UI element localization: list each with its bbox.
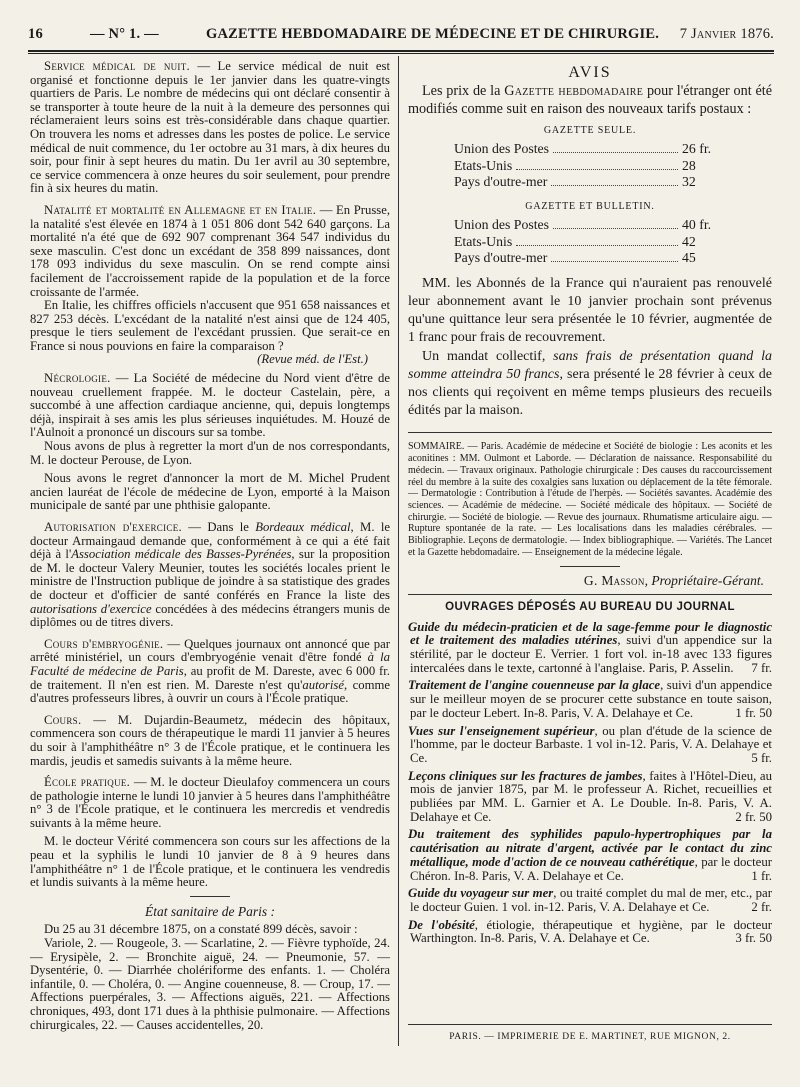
etat-sanitaire-intro: Du 25 au 31 décembre 1875, on a constaté 899 décès, savoir :: [44, 922, 358, 937]
avis-intro: Les prix de la Gazette hebdomadaire pour l'étranger ont été modifiés comme suit en raison des nouveaux tarifs postaux :: [408, 82, 773, 118]
article-natalite-source: (Revue méd. de l'Est.): [257, 352, 368, 367]
article-necrologie-3: Nous avons le regret d'annoncer la mort de M. Michel Prudent ancien lauréat de l'école de médecine de Lyon, emporté à la Maison municipale de santé par une phthisie galopante.: [30, 471, 390, 513]
article-service-nuit: Service médical de nuit. — Le service médical de nuit est organisé et fonctionne depuis le 1er janvier dans les quatre-vingts quartiers de Paris. Le nombre de médecins qui ont déclaré consentir à se transporter à toute heure de la nuit à la demeure des personnes qui réclameraient leurs soins est très-considérable dans chaque quartier. On trouvera les noms et adresses dans les postes de police. Le service médical de nuit commence, du 1er octobre au 31 mars, à dix heures du soir, pour finir à sept heures du matin. Du 1er avril au 30 septembre, ce service commencera à onze heures du soir seulement, pour prendre fin à six heures du matin.: [30, 59, 390, 196]
avis-title: AVIS: [568, 64, 612, 81]
list-item: Du traitement des syphilides papulo-hypertrophiques par la cautérisation au nitrate d'argent, activée par le contact du zinc métallique, mode d'action de ce nouveau cathérétique, par le docteur Chéron. In-8. Paris, V. A. Delahaye et Ce. 1 fr.: [408, 827, 772, 883]
gazette-seule-title: GAZETTE SEULE.: [543, 124, 637, 136]
article-cours: Cours. — M. Dujardin-Beaumetz, médecin des hôpitaux, commencera son cours de thérapeutique le mardi 11 janvier à 5 heures du soir à l'amphithéâtre n° 3 de l'École pratique, et le continuera les mardis, jeudis et samedis suivants à la même heure.: [30, 712, 390, 768]
price-list-gazette-seule: [454, 141, 724, 191]
column-divider: [398, 56, 399, 1046]
sommaire: SOMMAIRE. — Paris. Académie de médecine et Société de biologie : Les aconits et les aconitines : MM. Oulmont et Laborde. — Déclaration de naissance. Responsabilité du médecin. — Travaux originaux. Pathologie chirurgicale : Des causes du raccourcissement réel du membre à la suite des coxalgies sans luxation ou déplacement de la tête fémorale. — Dermatologie : Contribution à l'étude de l'herpès. — Sociétés savantes. Académie des sciences. — Académie de médecine. — Société médicale des hôpitaux. — Société de chirurgie. — Société de biologie. — Revue des journaux. Rhumatisme articulaire aigu. — Rupture spontanée de la rate. — Les localisations dans les maladies cérébrales. — Bibliographie. Leçons de dermatologie. — Index bibliographique. — Variétés. The Lancet et la Gazette hebdomadaire. — Enseignement de la médecine légale.: [408, 441, 772, 558]
page-number: 16: [28, 26, 43, 42]
price-row: Union des Postes 26 fr.: [454, 141, 712, 157]
right-column: [408, 60, 772, 950]
article-cours-verite: M. le docteur Vérité commencera son cours sur les affections de la peau et la syphilis le lundi 10 janvier de 8 à 9 heures dans l'amphithéâtre n° 1 de l'École pratique, et le continuera les vendredis et lundis suivants à la même heure.: [30, 834, 390, 890]
short-rule: [560, 566, 620, 567]
article-necrologie-2: Nous avons de plus à regretter la mort d'un de nos correspondants, M. le docteur Perouse, de Lyon.: [30, 439, 390, 467]
avis-abonnes: MM. les Abonnés de la France qui n'auraient pas renouvelé leur abonnement avant le 10 janvier prochain sont prévenus qu'une quittance leur sera présentée le 10 février, augmentée de 1 franc pour frais de recouvrement.: [408, 275, 772, 346]
ouvrages-title: OUVRAGES DÉPOSÉS AU BUREAU DU JOURNAL: [445, 601, 735, 614]
page-header: [28, 26, 774, 50]
article-necrologie: Nécrologie. — La Société de médecine du Nord vient d'être de nouveau cruellement frappée. M. le docteur Castelain, père, a succombé à une affection cardiaque ancienne, qui, depuis longtemps déjà, inspirait à ses amis les plus sérieuses inquiétudes. M. Houzé de l'Aulnoit a prononcé un discours sur sa tombe.: [30, 371, 390, 440]
list-item: Guide du médecin-praticien et de la sage-femme pour le diagnostic et le traitement des maladies utérines, suivi d'un appendice sur la stérilité, par le docteur E. Verrier. 1 fort vol. in-18 avec 133 figures intercalées dans le texte, cartonné à l'anglaise. Paris, P. Asselin. 7 fr.: [408, 619, 772, 675]
ouvrages-list: [408, 621, 772, 946]
article-embryogenie: Cours d'embryogénie. — Quelques journaux ont annoncé que par arrêté ministériel, un cours d'embryogénie venait d'être fondé à la Faculté de médecine de Paris, au profit de M. Dareste, avec 6 000 fr. de traitement. Il n'en est rien. M. Dareste n'est qu'autorisé, comme d'autres professeurs libres, à ouvrir un cours à l'École pratique.: [30, 636, 390, 706]
list-item: Traitement de l'angine couenneuse par la glace, suivi d'un appendice sur le meilleur moyen de se procurer cette substance en toute saison, par le docteur Lebert. In-8. Paris, V. A. Delahaye et Ce. 1 fr. 50: [408, 678, 772, 720]
section-rule: [408, 432, 772, 433]
article-natalite: Natalité et mortalité en Allemagne et en Italie. — En Prusse, la natalité s'est élevée en 1874 à 1 051 806 dont 542 640 garçons. La mortalité n'a été que de 692 907 comprenant 364 547 individus du sexe masculin. C'est donc un excédant de 358 899 naissances, dont 178 093 individus du sexe masculin. On se rend compte ainsi facilement de l'accroissement rapide de la population et de la force croissante de l'armée.: [30, 202, 390, 299]
gazette-bulletin-title: GAZETTE ET BULLETIN.: [525, 200, 655, 212]
left-column: [30, 60, 390, 1032]
section-rule: [408, 594, 772, 595]
header-rule-thin: [28, 53, 774, 54]
proprietaire-gerant: G. Masson, Propriétaire-Gérant.: [583, 573, 764, 589]
issue-number: — N° 1. —: [90, 26, 159, 42]
price-row: Etats-Unis 28: [454, 157, 696, 173]
price-row: Pays d'outre-mer 45: [454, 250, 696, 266]
article-natalite-italie: En Italie, les chiffres officiels n'accusent que 951 658 naissances et 827 253 décès. L'excédant de la natalité n'est ainsi que de 124 405, presque le tiers seulement de l'excédant prussien. Que serait-ce en France si nous pouvions en faire la comparaison ?: [30, 298, 390, 353]
printer-footer: PARIS. — IMPRIMERIE DE E. MARTINET, RUE MIGNON, 2.: [449, 1032, 731, 1042]
price-list-gazette-bulletin: [454, 217, 724, 267]
list-item: Guide du voyageur sur mer, ou traité complet du mal de mer, etc., par le docteur Guien. 1 vol. in-12. Paris, V. A. Delahaye et Ce. 2 fr.: [408, 886, 772, 914]
etat-sanitaire-body: Variole, 2. — Rougeole, 3. — Scarlatine, 2. — Fièvre typhoïde, 24. — Erysipèle, 2. — Bronchite aiguë, 24. — Pneumonie, 57. — Dysentérie, 0. — Diarrhée cholériforme des enfants. 1. — Choléra infantile, 0. — Choléra, 0. — Angine couenneuse, 8. — Croup, 17. — Affections puerpérales, 3. — Affections aiguës, 221. — Affections chroniques, 493, dont 171 dues à la phthisie pulmonaire. — Affections chirurgicales, 22. — Causes accidentelles, 20.: [30, 936, 390, 1032]
list-item: De l'obésité, étiologie, thérapeutique et hygiène, par le docteur Warthington. In-8. Paris, V. A. Delahaye et Ce. 3 fr. 50: [408, 917, 772, 946]
list-item: Vues sur l'enseignement supérieur, ou plan d'étude de la science de l'homme, par le docteur Barbaste. 1 vol in-12. Paris, V. A. Delahaye et Ce. 5 fr.: [408, 723, 772, 765]
issue-date: 7 Janvier 1876.: [679, 26, 774, 42]
footer-rule: [408, 1024, 772, 1025]
etat-sanitaire-title: État sanitaire de Paris :: [30, 896, 390, 919]
article-autorisation: Autorisation d'exercice. — Dans le Bordeaux médical, M. le docteur Armaingaud demande que, conformément à ce qui a été fait déjà à l'Association médicale des Basses-Pyrénées, sur la proposition de M. le docteur Valery Meunier, toutes les sociétés locales prient le ministre de l'Instruction publique de joindre à sa statistique des grades de docteur et d'officier de santé conférés en France la liste des autorisations d'exercice concédées à des médecins étrangers munis de diplômes ou de titres divers.: [30, 520, 391, 630]
header-rule: [28, 50, 774, 52]
article-ecole-pratique: École pratique. — M. le docteur Dieulafoy commencera un cours de pathologie interne le lundi 10 janvier à 5 heures dans l'amphithéâtre n° 3 de l'École pratique, et le continuera les mercredis et vendredis suivants à la même heure.: [30, 775, 390, 830]
list-item: Leçons cliniques sur les fractures de jambes, faites à l'Hôtel-Dieu, au mois de janvier 1875, par M. le professeur A. Richet, recueillies et publiées par MM. L. Garnier et A. Le Double. In-8. Paris, V. A. Delahaye et Ce. 2 fr. 50: [408, 768, 772, 824]
price-row: Union des Postes 40 fr.: [454, 217, 712, 233]
price-row: Pays d'outre-mer 32: [454, 174, 696, 190]
avis-mandat: Un mandat collectif, sans frais de présentation quand la somme atteindra 50 francs, sera présenté le 28 février à ceux de nos clients qui reçoivent en même temps plusieurs des recueils édités par la maison.: [408, 348, 772, 419]
journal-title: GAZETTE HEBDOMADAIRE DE MÉDECINE ET DE CHIRURGIE.: [206, 26, 660, 42]
price-row: Etats-Unis 42: [454, 233, 696, 249]
